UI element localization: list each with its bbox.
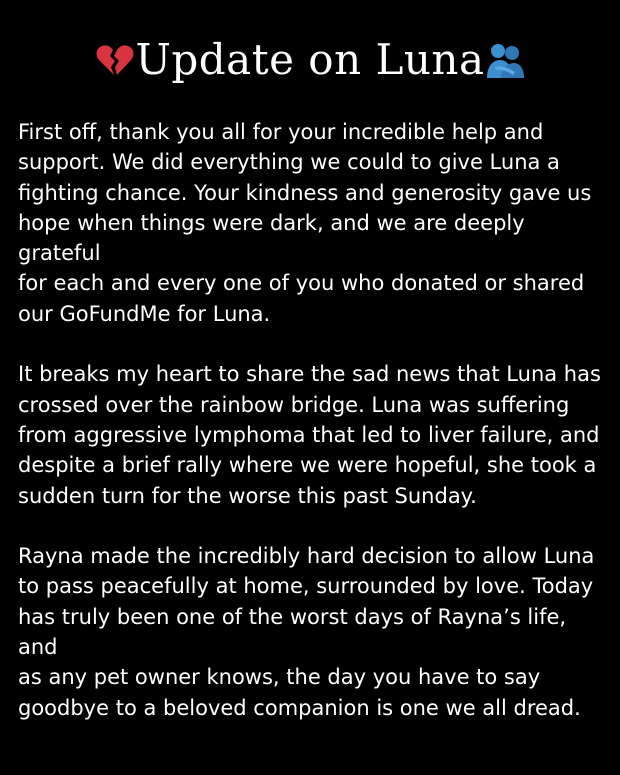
message-body	[18, 117, 608, 753]
title-row	[0, 32, 620, 88]
paragraph-decision: Rayna made the incredibly hard decision to allow Luna to pass peacefully at home, surrounded by love. Today has truly been one of the worst days of Rayna’s life, and as any pet owner knows, the day you have to say goodbye to a beloved companion is one we all dread.	[18, 544, 595, 720]
people-hugging-icon	[485, 40, 525, 80]
paragraph-news: It breaks my heart to share the sad news that Luna has crossed over the rainbow bridge. Luna was suffering from aggressive lymphoma that led to liver failure, and despite a brief rally where we were hopeful, she took a sudden turn for the worse this past Sunday.	[18, 362, 601, 508]
paragraph-thanks: First off, thank you all for your incredible help and support. We did everything we could to give Luna a fighting chance. Your kindness and generosity gave us hope when things were dark, and we are deeply grateful for each and every one of you who donated or shared our GoFundMe for Luna.	[18, 120, 592, 326]
broken-heart-icon	[95, 40, 135, 80]
page-title: Update on Luna	[135, 35, 485, 84]
